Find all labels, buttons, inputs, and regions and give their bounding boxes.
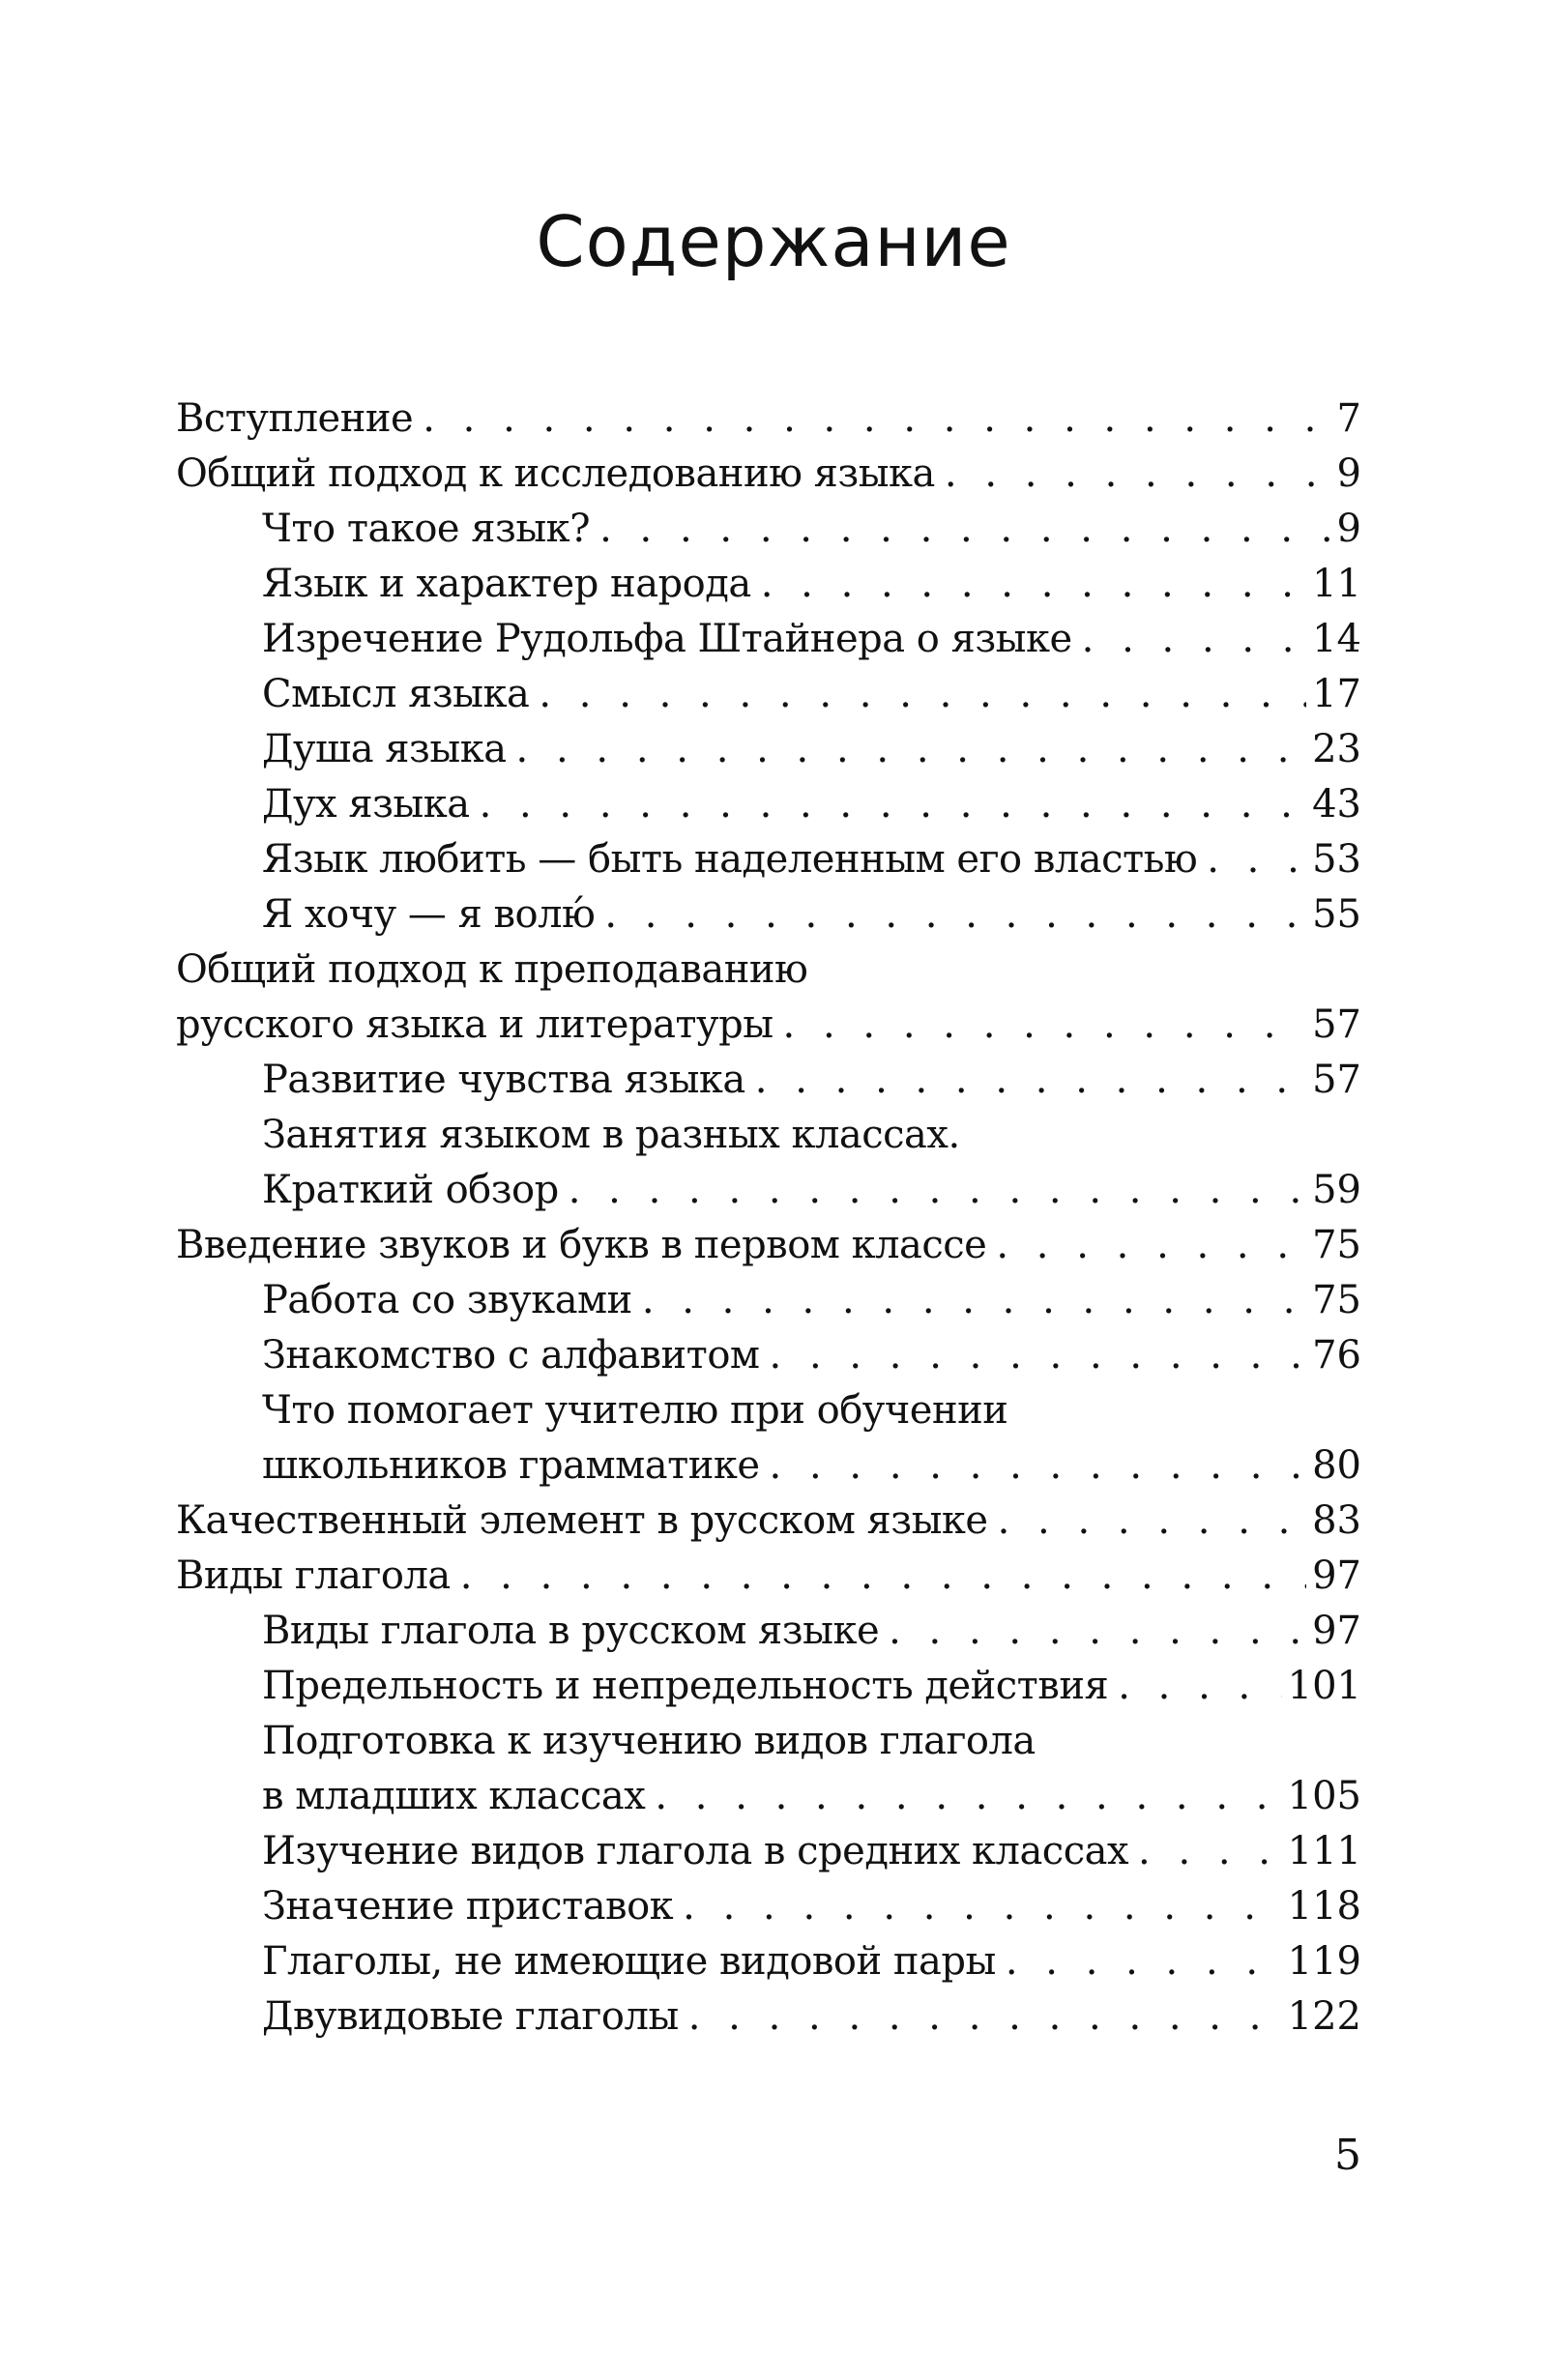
toc-entry [176,1769,1361,1824]
toc-entry-title: Общий подход к исследованию языка [176,451,935,496]
toc-entry [176,447,1361,502]
toc-dot-leader [996,1218,1306,1273]
toc-entry-page: 17 [1312,672,1361,716]
toc-dot-leader [1118,1659,1281,1714]
toc-entry-page: 75 [1312,1278,1361,1322]
toc-entry-page: 83 [1312,1498,1361,1543]
toc-entry [176,1108,1361,1163]
toc-entry-title: Душа языка [262,727,507,771]
toc-entry-title: Введение звуков и букв в первом классе [176,1223,987,1267]
toc-entry [176,1218,1361,1273]
toc-entry-title: Виды глагола [176,1553,451,1598]
toc-entry [176,1824,1361,1879]
toc-entry-page: 118 [1287,1884,1361,1929]
toc-entry [176,887,1361,943]
toc-dot-leader [569,1163,1306,1218]
toc-dot-leader [642,1273,1306,1328]
toc-entry-title: Что такое язык? [262,507,591,551]
toc-entry-page: 9 [1336,451,1361,496]
toc-dot-leader [770,1438,1307,1494]
toc-entry-title: школьников грамматике [262,1443,760,1488]
toc-entry [176,722,1361,777]
toc-entry-page: 55 [1312,892,1361,937]
toc-entry-title: Смысл языка [262,672,530,716]
toc-entry [176,1549,1361,1604]
toc-dot-leader [604,887,1306,943]
toc-entry-title: Виды глагола в русском языке [262,1609,880,1653]
toc-entry [176,392,1361,447]
toc-entry-page: 43 [1312,782,1361,827]
toc-dot-leader [516,722,1307,777]
toc-dot-leader [539,667,1306,722]
toc-entry-page: 75 [1312,1223,1361,1267]
toc-dot-leader [683,1879,1281,1934]
toc-entry-title: Что помогает учителю при обучении [262,1388,1008,1433]
toc-dot-leader [783,998,1307,1053]
toc-entry-page: 119 [1287,1939,1361,1984]
toc-entry-title: Краткий обзор [262,1168,559,1212]
toc-dot-leader [998,1494,1306,1549]
toc-entry [176,612,1361,667]
page-title: Содержание [536,201,1011,282]
toc-entry [176,557,1361,612]
toc-entry-title: Работа со звуками [262,1278,632,1322]
toc-entry-title: Подготовка к изучению видов глагола [262,1719,1036,1763]
toc-entry [176,1328,1361,1383]
toc-entry [176,1438,1361,1494]
toc-entry [176,1714,1361,1769]
toc-entry-page: 57 [1312,1002,1361,1047]
toc-entry [176,777,1361,832]
toc-dot-leader [889,1604,1306,1659]
table-of-contents [176,392,1361,2045]
toc-entry-title: Язык любить — быть наделенным его властью [262,837,1198,882]
toc-entry [176,832,1361,887]
toc-entry-title: Развитие чувства языка [262,1058,745,1102]
toc-dot-leader [688,1989,1282,2045]
toc-entry-title: Двувидовые глаголы [262,1994,679,2039]
toc-entry-title: Я хочу — я волю́ [262,892,596,937]
toc-entry [176,1879,1361,1934]
toc-dot-leader [1082,612,1306,667]
toc-dot-leader [755,1053,1306,1108]
toc-entry [176,1934,1361,1989]
toc-entry-title: Язык и характер народа [262,562,751,606]
toc-entry [176,1053,1361,1108]
toc-entry-title: Значение приставок [262,1884,674,1929]
toc-dot-leader [599,502,1330,557]
toc-entry-page: 97 [1312,1609,1361,1653]
toc-entry-title: в младших классах [262,1774,646,1818]
toc-dot-leader [770,1328,1307,1383]
toc-entry-page: 7 [1336,396,1361,441]
toc-entry-page: 111 [1287,1829,1361,1873]
toc-entry-page: 122 [1287,1994,1361,2039]
toc-entry-page: 97 [1312,1553,1361,1598]
toc-dot-leader [945,447,1331,502]
toc-dot-leader [761,557,1306,612]
toc-entry [176,502,1361,557]
toc-entry-page: 80 [1312,1443,1361,1488]
toc-entry-title: Изречение Рудольфа Штайнера о языке [262,617,1072,661]
toc-entry-title: Общий подход к преподаванию [176,947,808,992]
toc-entry-title: Занятия языком в разных классах. [262,1113,960,1157]
toc-entry-title: Вступление [176,396,414,441]
toc-entry-page: 11 [1312,562,1361,606]
toc-entry [176,1989,1361,2045]
toc-dot-leader [655,1769,1281,1824]
toc-dot-leader [423,392,1330,447]
toc-entry-title: Дух языка [262,782,470,827]
toc-entry [176,1163,1361,1218]
toc-entry [176,1273,1361,1328]
toc-entry-page: 105 [1287,1774,1361,1818]
toc-entry [176,943,1361,998]
toc-entry [176,1604,1361,1659]
toc-entry [176,1659,1361,1714]
toc-entry [176,998,1361,1053]
toc-entry-page: 57 [1312,1058,1361,1102]
toc-entry-title: Качественный элемент в русском языке [176,1498,988,1543]
toc-entry-page: 59 [1312,1168,1361,1212]
toc-entry-page: 9 [1336,507,1361,551]
page-number: 5 [1334,2131,1361,2180]
toc-entry-page: 23 [1312,727,1361,771]
toc-entry-title: Знакомство с алфавитом [262,1333,760,1378]
toc-entry-title: Изучение видов глагола в средних классах [262,1829,1129,1873]
toc-entry [176,1383,1361,1438]
toc-entry [176,667,1361,722]
toc-dot-leader [460,1549,1306,1604]
toc-entry-page: 53 [1312,837,1361,882]
toc-entry-page: 101 [1287,1664,1361,1708]
toc-dot-leader [1207,832,1306,887]
toc-entry-title: Предельность и непредельность действия [262,1664,1109,1708]
toc-dot-leader [480,777,1307,832]
toc-entry-title: Глаголы, не имеющие видовой пары [262,1939,996,1984]
toc-entry-page: 76 [1312,1333,1361,1378]
toc-dot-leader [1006,1934,1282,1989]
toc-entry-page: 14 [1312,617,1361,661]
toc-dot-leader [1138,1824,1282,1879]
toc-entry-title: русского языка и литературы [176,1002,774,1047]
toc-entry [176,1494,1361,1549]
